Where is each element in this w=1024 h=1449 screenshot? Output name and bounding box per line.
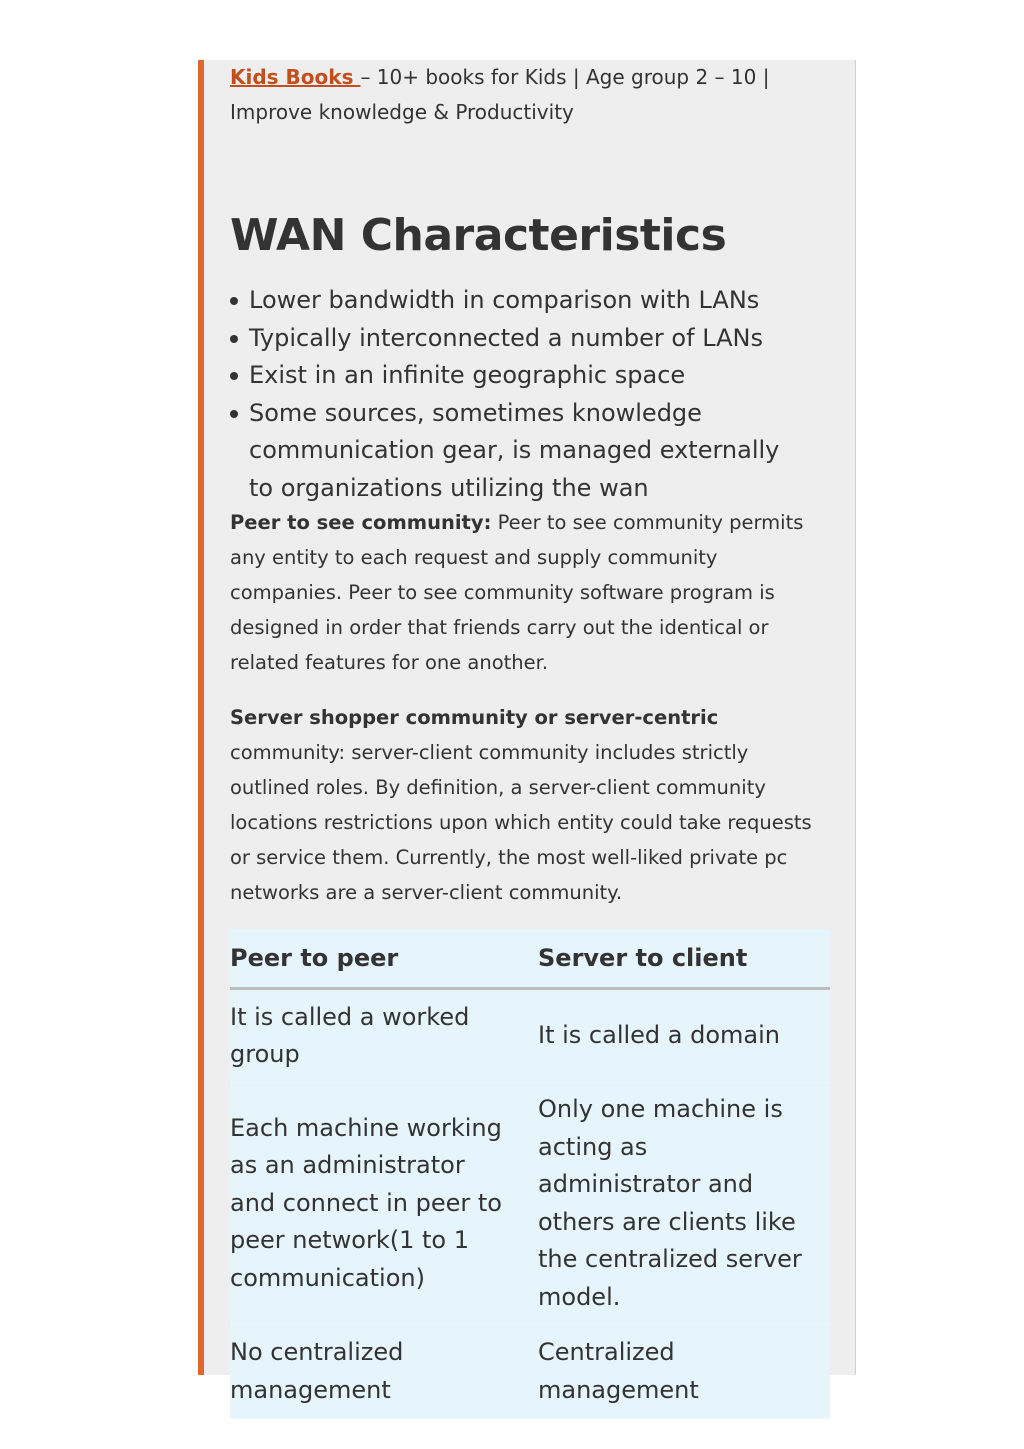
table-clip — [204, 60, 862, 1404]
column-header-peer: Peer to peer — [230, 929, 538, 989]
comparison-table — [230, 929, 830, 1419]
table-cell: Each machine working as an administrator and connect in peer to peer network(1 to 1 communication) — [230, 1083, 538, 1325]
list-item: Some sources, sometimes knowledge communication gear, is managed externally to organizations utilizing the wan — [230, 395, 789, 508]
column-header-server: Server to client — [538, 929, 830, 989]
kids-books-link[interactable]: Kids Books — [230, 65, 361, 89]
table-header-row — [230, 929, 830, 989]
section-heading: WAN Characteristics — [230, 210, 727, 261]
table-cell: It is called a domain — [538, 989, 830, 1083]
table-row — [230, 989, 830, 1083]
list-item: Lower bandwidth in comparison with LANs — [230, 282, 950, 320]
p2p-label: Peer to see community: — [230, 511, 492, 534]
table-row — [230, 1083, 830, 1325]
server-label: Server shopper community or server-centric — [230, 706, 719, 729]
content-panel — [198, 60, 856, 1404]
table-cell: No centralized management — [230, 1325, 538, 1419]
table-cell: It is called a worked group — [230, 989, 538, 1083]
table-cell: Centralized management — [538, 1325, 830, 1419]
list-item: Typically interconnected a number of LANs — [230, 320, 950, 358]
table-row — [230, 1325, 830, 1419]
server-text: community: server-client community includes strictly outlined roles. By definition, a server-client community locations restrictions upon which entity could take requests or service them. Currently, the most well-liked private pc networks are a server-client community. — [230, 741, 812, 904]
p2p-text: Peer to see community permits any entity to each request and supply community companies. Peer to see community software program is designed in order that friends carry out the identical or related features for one another. — [230, 511, 804, 674]
list-item: Exist in an infinite geographic space — [230, 357, 950, 395]
table-cell: Only one machine is acting as administrator and others are clients like the centralized server model. — [538, 1083, 830, 1325]
promo-text: – 10+ books for Kids | Age group 2 – 10 | Improve knowledge & Productivity — [230, 65, 770, 124]
